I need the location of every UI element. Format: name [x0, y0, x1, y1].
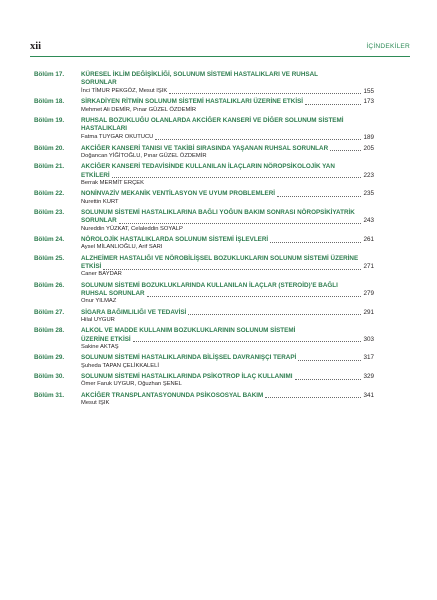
chapter-title: [81, 79, 374, 87]
author-row: [81, 298, 374, 306]
chapter-title-text: AKCİĞER TRANSPLANTASYONUNDA PSİKOSOSYAL BAKIM: [81, 391, 264, 399]
page-number-ref: 303: [363, 335, 374, 343]
chapter-title: [81, 172, 374, 180]
authors: Şuheda TAPAN ÇELİKKALELİ: [81, 362, 159, 369]
authors: Doğancan YİĞİTOĞLU, Pınar GÜZEL ÖZDEMİR: [81, 152, 207, 159]
chapter-title-line: SOLUNUM SİSTEMİ BOZUKLUKLARINDA KULLANILAN İLAÇLAR (STEROİD)’E BAĞLI: [81, 281, 338, 289]
entry-body: [81, 255, 374, 279]
entry-body: [81, 309, 374, 325]
dot-leader: [155, 139, 361, 140]
authors: Aysel MİLANLIOĞLU, Arif SARI: [81, 244, 163, 251]
page-number-ref: 235: [363, 190, 374, 198]
chapter-number: Bölüm 31.: [34, 391, 65, 399]
chapter-number: Bölüm 18.: [34, 98, 65, 106]
entry-body: [81, 190, 374, 206]
running-head-title: İÇİNDEKİLER: [366, 43, 410, 50]
entry-body: [81, 327, 374, 351]
chapter-number: Bölüm 23.: [34, 209, 65, 217]
toc-entry[interactable]: [34, 209, 374, 233]
author-row: [81, 344, 374, 352]
toc-entry[interactable]: [34, 309, 374, 325]
chapter-title-text: SİGARA BAĞIMLILIĞI VE TEDAVİSİ: [81, 308, 187, 316]
chapter-number: Bölüm 19.: [34, 117, 65, 125]
author-row: [81, 88, 374, 96]
author-row: [81, 134, 374, 142]
page-number-ref: 155: [363, 87, 374, 95]
chapter-number: Bölüm 25.: [34, 254, 65, 262]
chapter-title-text: SİRKADİYEN RİTMİN SOLUNUM SİSTEMİ HASTALIKLARI ÜZERİNE ETKİSİ: [81, 98, 304, 106]
chapter-title: [81, 354, 374, 362]
toc-entry[interactable]: [34, 392, 374, 408]
dot-leader: [330, 150, 361, 151]
page-number-ref: 271: [363, 262, 374, 270]
page-number-ref: 341: [363, 391, 374, 399]
dot-leader: [277, 196, 361, 197]
toc-entry[interactable]: [34, 163, 374, 187]
page-number-ref: 189: [363, 133, 374, 141]
entry-body: [81, 236, 374, 252]
chapter-title: [81, 263, 374, 271]
entry-body: [81, 98, 374, 114]
chapter-title-text: SOLUNUM SİSTEMİ HASTALIKLARINDA BİLİŞSEL DAVRANIŞÇI TERAPİ: [81, 354, 297, 362]
toc-entry[interactable]: [34, 71, 374, 96]
dot-leader: [188, 314, 361, 315]
authors: İnci TİMUR PEKGÖZ, Mesut IŞIK: [81, 88, 168, 95]
chapter-number: Bölüm 28.: [34, 327, 65, 335]
entry-body: [81, 117, 374, 142]
toc-entry[interactable]: [34, 98, 374, 114]
dot-leader: [103, 269, 361, 270]
toc-entry[interactable]: [34, 282, 374, 306]
author-row: [81, 317, 374, 325]
dot-leader: [305, 104, 361, 105]
chapter-number: Bölüm 21.: [34, 163, 65, 171]
header-rule: [30, 56, 410, 57]
authors: Caner BAYDAR: [81, 271, 122, 278]
authors: Fatma TUYGAR OKUTUCU: [81, 134, 154, 141]
chapter-title: [81, 145, 374, 153]
chapter-title-line: KÜRESEL İKLİM DEĞİŞİKLİĞİ, SOLUNUM SİSTEMİ HASTALIKLARI VE RUHSAL: [81, 71, 318, 78]
authors: Berrak MERMİT ERÇEK: [81, 179, 145, 186]
chapter-title-text: NÖROLOJİK HASTALIKLARDA SOLUNUM SİSTEMİ İŞLEVLERİ: [81, 236, 269, 243]
entry-body: [81, 163, 374, 187]
entry-body: [81, 71, 374, 96]
dot-leader: [119, 223, 362, 224]
authors: Hilal UYGUR: [81, 316, 115, 323]
toc-entry[interactable]: [34, 255, 374, 279]
chapter-number: Bölüm 29.: [34, 354, 65, 362]
author-row: [81, 400, 374, 408]
page-header: [30, 41, 410, 53]
authors: Ömer Faruk UYGUR, Oğuzhan ŞENEL: [81, 381, 182, 388]
chapter-number: Bölüm 20.: [34, 144, 65, 152]
authors: Nurettin KURT: [81, 198, 119, 205]
chapter-title: [81, 336, 374, 344]
toc-entry[interactable]: [34, 145, 374, 161]
entry-body: [81, 354, 374, 370]
toc-entry[interactable]: [34, 327, 374, 351]
authors: Mehmet Ali DEMİR, Pınar GÜZEL ÖZDEMİR: [81, 106, 197, 113]
author-row: [81, 226, 374, 234]
chapter-title-line: RUHSAL BOZUKLUĞU OLANLARDA AKCİĞER KANSERİ VE DİĞER SOLUNUM SİSTEMİ: [81, 117, 344, 125]
authors: Nureddin YÜZKAT, Celaleddin SOYALP: [81, 225, 183, 232]
entry-body: [81, 282, 374, 306]
chapter-title-text: SOLUNUM SİSTEMİ HASTALIKLARINDA PSİKOTROP İLAÇ KULLANIMI: [81, 373, 293, 381]
chapter-title-text: AKCİĞER KANSERİ TANISI VE TAKİBİ SIRASINDA YAŞANAN RUHSAL SORUNLAR: [81, 144, 329, 152]
chapter-number: Bölüm 22.: [34, 190, 65, 198]
dot-leader: [295, 379, 362, 380]
chapter-title: [81, 217, 374, 225]
chapter-number: Bölüm 26.: [34, 281, 65, 289]
authors: Sakine AKTAŞ: [81, 343, 119, 350]
dot-leader: [147, 296, 362, 297]
dot-leader: [169, 93, 361, 94]
chapter-title-text: ÜZERİNE ETKİSİ: [81, 335, 131, 343]
chapter-number: Bölüm 27.: [34, 308, 65, 316]
chapter-title: [81, 392, 374, 400]
toc-entry[interactable]: [34, 373, 374, 389]
toc-entry[interactable]: [34, 190, 374, 206]
author-row: [81, 107, 374, 115]
chapter-title-text: ETKİLERİ: [81, 171, 110, 179]
chapter-title-text: SORUNLAR: [81, 79, 117, 87]
chapter-title-text: HASTALIKLARI: [81, 125, 128, 133]
page-number-ref: 279: [363, 289, 374, 297]
entry-body: [81, 145, 374, 161]
chapter-title-line: AKCİĞER KANSERİ TEDAVİSİNDE KULLANILAN İLAÇLARIN NÖROPSİKOLOJİK YAN: [81, 163, 335, 171]
entry-body: [81, 373, 374, 389]
page-number-ref: 317: [363, 354, 374, 362]
chapter-number: Bölüm 24.: [34, 236, 65, 243]
entry-body: [81, 209, 374, 233]
page-number-ref: 261: [363, 236, 374, 243]
chapter-number: Bölüm 17.: [34, 71, 65, 78]
toc-entry[interactable]: [34, 354, 374, 370]
chapter-number: Bölüm 30.: [34, 373, 65, 381]
author-row: [81, 153, 374, 161]
chapter-title: [81, 309, 374, 317]
author-row: [81, 363, 374, 371]
authors: Onur YILMAZ: [81, 298, 117, 305]
page-number: xii: [30, 41, 42, 52]
chapter-title-line: ALKOL VE MADDE KULLANIM BOZUKLUKLARININ SOLUNUM SİSTEMİ: [81, 327, 296, 335]
author-row: [81, 199, 374, 207]
chapter-title-text: ETKİSİ: [81, 262, 102, 270]
toc-entry[interactable]: [34, 117, 374, 142]
page-number-ref: 291: [363, 308, 374, 316]
dot-leader: [133, 341, 362, 342]
chapter-title-text: RUHSAL SORUNLAR: [81, 289, 145, 297]
author-row: [81, 180, 374, 188]
chapter-title: [81, 190, 374, 198]
toc-entry[interactable]: [34, 236, 374, 252]
dot-leader: [270, 242, 361, 243]
chapter-title: [81, 125, 374, 133]
page-number-ref: 205: [363, 144, 374, 152]
dot-leader: [265, 397, 361, 398]
page-number-ref: 223: [363, 171, 374, 179]
author-row: [81, 244, 374, 252]
page-number-ref: 243: [363, 217, 374, 225]
author-row: [81, 381, 374, 389]
table-of-contents: [34, 71, 374, 410]
entry-body: [81, 392, 374, 408]
author-row: [81, 271, 374, 279]
chapter-title-text: NONİNVAZİV MEKANİK VENTİLASYON VE UYUM PROBLEMLERİ: [81, 190, 276, 198]
page-number-ref: 173: [363, 98, 374, 106]
chapter-title: [81, 98, 374, 106]
chapter-title-line: SOLUNUM SİSTEMİ HASTALIKLARINA BAĞLI YOĞUN BAKIM SONRASI NÖROPSİKİYATRİK: [81, 209, 355, 217]
page-number-ref: 329: [363, 373, 374, 381]
dot-leader: [298, 360, 361, 361]
dot-leader: [112, 177, 362, 178]
chapter-title-text: SORUNLAR: [81, 217, 117, 225]
chapter-title-line: ALZHEİMER HASTALIĞI VE NÖROBİLİŞSEL BOZUKLUKLARIN SOLUNUM SİSTEMİ ÜZERİNE: [81, 254, 359, 262]
authors: Mesut IŞIK: [81, 400, 110, 406]
chapter-title: [81, 290, 374, 298]
